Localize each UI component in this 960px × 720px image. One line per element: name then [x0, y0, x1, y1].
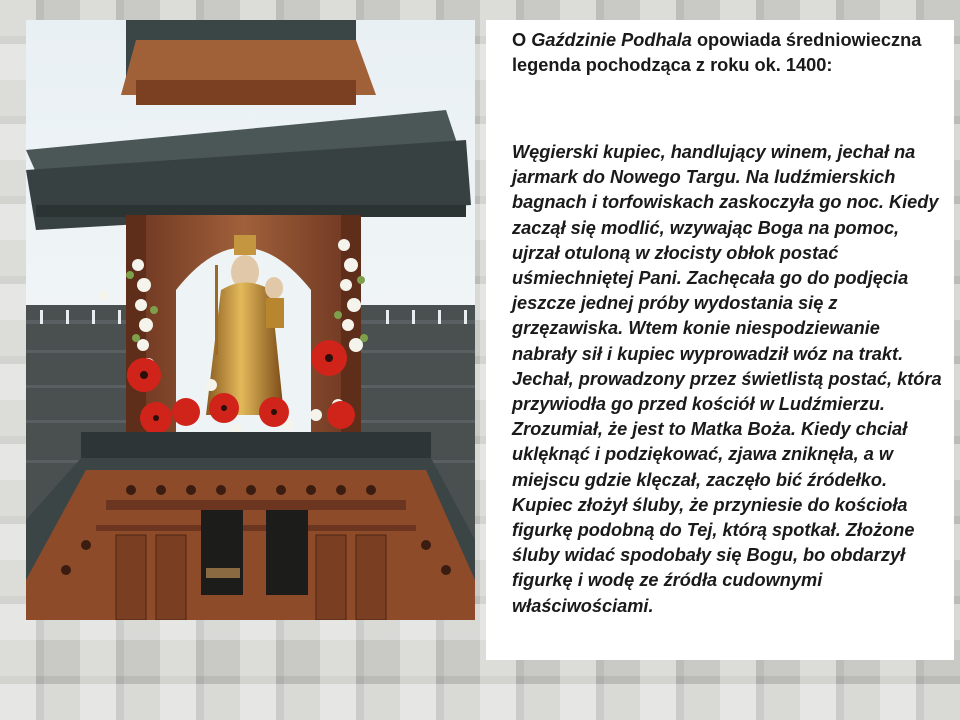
- shrine-photo: [26, 20, 475, 620]
- intro-prefix: O: [512, 30, 532, 50]
- wooden-shrine-illustration: [26, 20, 475, 620]
- intro-title: Gaździnie Podhala: [531, 30, 692, 50]
- text-panel: [486, 20, 954, 660]
- intro-suffix: opowiada średniowieczna legenda pochodząca z roku ok. 1400:: [512, 30, 922, 75]
- legend-paragraph: Węgierski kupiec, handlujący winem, jechał na jarmark do Nowego Targu. Na ludźmierskich bagnach i torfowiskach zaskoczyła go noc. Kiedy zaczął się modlić, wzywając Boga na pomoc, ujrzał otuloną w złocisty obłok postać uśmiechniętej Pani. Zachęcała go do podjęcia jeszcze jednej próby wydostania się z grzęzawiska. Wtem konie niespodziewanie nabrały sił i kupiec wyprowadził wóz na trakt. Jechał, prowadzony przez świetlistą postać, która przywiodła go przed kościół w Ludźmierzu. Zrozumiał, że jest to Matka Boża. Kiedy chciał uklęknąć i podziękować, zjawa zniknęła, a w miejscu gdzie klęczał, zaczęło bić źródełko. Kupiec złożył śluby, że przyniesie do kościoła figurkę podobną do Tej, którą spotkał. Złożone śluby widać spodobały się Bogu, bo obdarzył figurkę i wodę ze źródła cudownymi właściwościami.: [512, 142, 942, 616]
- intro-paragraph: [512, 28, 944, 78]
